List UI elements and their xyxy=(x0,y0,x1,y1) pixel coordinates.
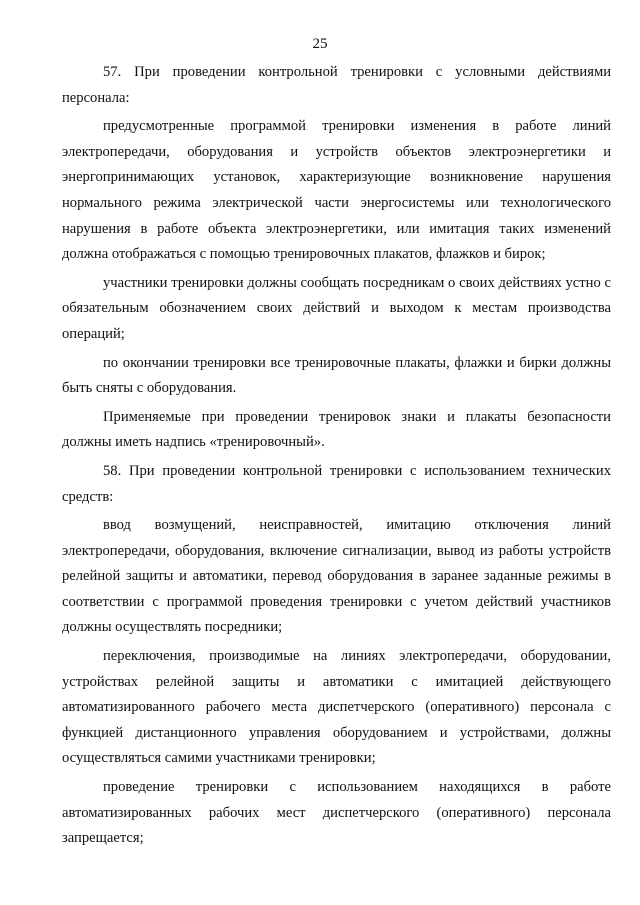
paragraph-participants-report: участники тренировки должны сообщать посредникам о своих действиях устно с обязательным обозначением своих действий и выходом к местам производства операций; xyxy=(62,274,611,342)
paragraph-58-intro: 58. При проведении контрольной тренировки с использованием технических средств: xyxy=(62,462,611,505)
page-number: 25 xyxy=(312,36,328,52)
paragraph-safety-signs: Применяемые при проведении тренировок знаки и плакаты безопасности должны иметь надпись «тренировочный». xyxy=(62,408,611,451)
paragraph-switching: переключения, производимые на линиях электропередачи, оборудовании, устройствах релейной защиты и автоматики с имитацией действующего автоматизированного рабочего места диспетчерского (оперативного) персонала с функцией дистанционного управления оборудованием и устройствами, должны осуществляться самими участниками тренировки; xyxy=(62,648,611,767)
paragraph-57-intro: 57. При проведении контрольной тренировки с условными действиями персонала: xyxy=(62,64,611,106)
paragraph-planned-changes: предусмотренные программой тренировки изменения в работе линий электропередачи, оборудования и устройств объектов электроэнергетики и энергопринимающих установок, характеризующие возникновение нарушения нормального режима электрической части энергосистемы или технологического нарушения в работе объекта электроэнергетики, или имитация таких изменений должна отображаться с помощью тренировочных плакатов, флажков и бирок; xyxy=(62,118,611,263)
document-body xyxy=(62,60,611,855)
paragraph-remove-posters: по окончании тренировки все тренировочные плакаты, флажки и бирки должны быть сняты с оборудования. xyxy=(62,354,611,397)
paragraph-prohibition: проведение тренировки с использованием находящихся в работе автоматизированных рабочих мест диспетчерского (оперативного) персонала запрещается; xyxy=(62,779,611,847)
paragraph-disturbance-input: ввод возмущений, неисправностей, имитацию отключения линий электропередачи, оборудования, включение сигнализации, вывод из работы устройств релейной защиты и автоматики, перевод оборудования в заранее заданные режимы в соответствии с программой проведения тренировки с учетом действий участников должны осуществлять посредники; xyxy=(62,517,611,636)
